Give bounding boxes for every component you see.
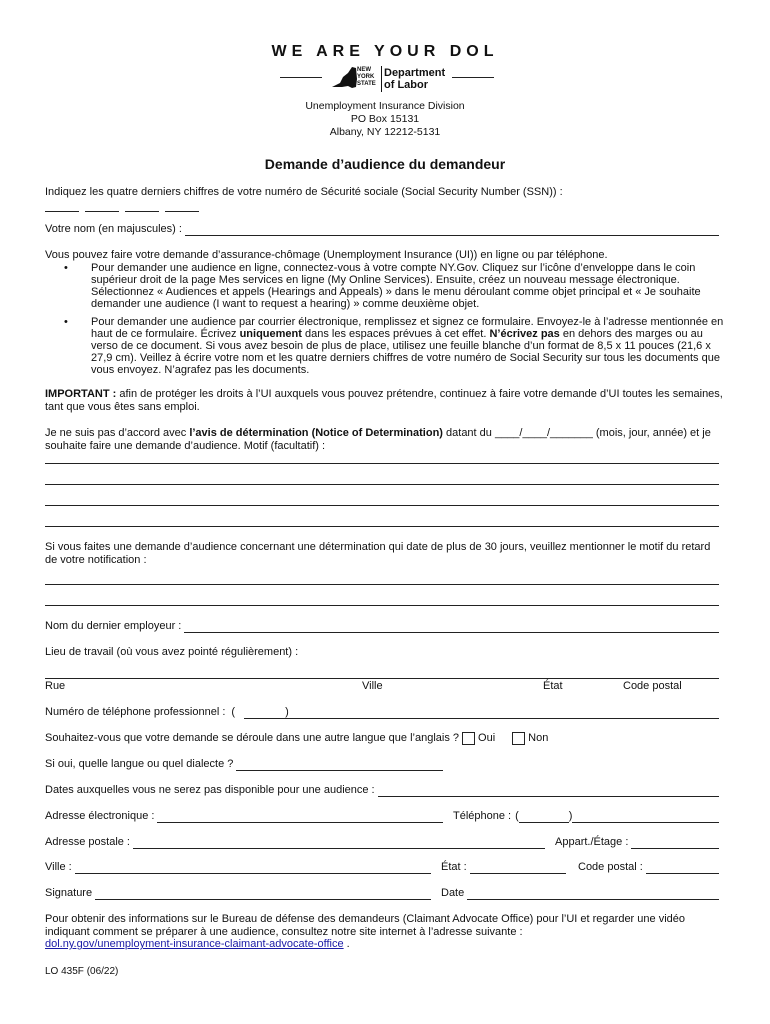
name-row <box>45 223 719 236</box>
reason-line[interactable] <box>45 526 719 527</box>
employer-row <box>45 620 719 633</box>
signature-label: Signature <box>45 887 93 899</box>
ssn-digit-field[interactable] <box>45 211 79 212</box>
date-row <box>441 887 719 900</box>
dialect-field[interactable] <box>236 759 443 771</box>
phone-paren-close: ) <box>568 810 573 822</box>
unavailable-field[interactable] <box>378 785 719 797</box>
employer-label: Nom du dernier employeur : <box>45 620 182 632</box>
col-state: État <box>543 680 563 692</box>
area-code-open: ( <box>231 706 236 718</box>
signature-row <box>45 887 431 900</box>
work-phone-label: Numéro de téléphone professionnel : <box>45 706 226 718</box>
dialect-row <box>45 758 443 771</box>
no-checkbox[interactable] <box>512 732 525 745</box>
late-request-text: Si vous faites une demande d’audience concernant une détermination qui date de plus de 30 jours, veuillez mentionner le motif du retard de votre notification : <box>45 541 711 566</box>
col-city: Ville <box>362 680 383 692</box>
col-zip: Code postal <box>623 680 682 692</box>
no-label: Non <box>528 732 549 744</box>
city-label: Ville : <box>45 861 72 873</box>
division-address <box>0 100 770 139</box>
postal-row <box>45 836 545 849</box>
footer-period: . <box>343 938 350 950</box>
phone-paren-open: ( <box>515 810 519 822</box>
logo-rule-right <box>452 77 494 78</box>
logo-dept-line2: of Labor <box>384 79 428 91</box>
email-label: Adresse électronique : <box>45 810 155 822</box>
mail-text: dans les espaces prévues à cet effet. <box>301 328 490 340</box>
disagree-text: datant du ____/____/_______ (mois, jour, année) et je souhaite faire une demande d’audience. Motif (facultatif) : <box>45 427 711 452</box>
postal-field[interactable] <box>133 837 545 849</box>
logo-rule-left <box>280 77 322 78</box>
disagree-statement <box>45 427 725 452</box>
dol-logo <box>280 65 495 95</box>
address-line: Unemployment Insurance Division <box>305 100 465 112</box>
date-field[interactable] <box>467 888 719 900</box>
state-field[interactable] <box>470 862 566 874</box>
address-line: PO Box 15131 <box>350 113 420 125</box>
reason-line[interactable] <box>45 463 719 464</box>
name-field[interactable] <box>185 224 719 236</box>
footer-info <box>45 913 725 951</box>
reason-line[interactable] <box>45 484 719 485</box>
notice-emphasis: l’avis de détermination (Notice of Determination) <box>189 427 443 439</box>
logo-dept-line1: Department <box>384 67 446 79</box>
phone-label: Téléphone : <box>453 810 512 822</box>
zip-label: Code postal : <box>578 861 643 873</box>
mail-text: en dehors des marges ou au verso de ce document. Si vous avez besoin de plus de place, utilisez une feuille blanche d’un format de 8,5 x 11 pouces (21,6 x 27,9 cm). Veillez à écrire votre nom et les quatre derniers chiffres de votre numéro de Social Security sur tous les documents que vous envoyez. N’agrafez pas les documents. <box>91 328 720 376</box>
apt-label: Appart./Étage : <box>555 836 629 848</box>
work-phone-field[interactable] <box>289 707 719 719</box>
workplace-label: Lieu de travail (où vous avez pointé régulièrement) : <box>45 646 299 658</box>
city-field[interactable] <box>75 862 431 874</box>
language-row <box>45 732 548 745</box>
col-street: Rue <box>45 680 66 692</box>
form-title: Demande d’audience du demandeur <box>264 156 506 172</box>
postal-label: Adresse postale : <box>45 836 130 848</box>
state-label: État : <box>441 861 467 873</box>
email-field[interactable] <box>157 811 443 823</box>
address-line: Albany, NY 12212-5131 <box>329 126 441 138</box>
work-phone-row <box>45 706 719 719</box>
ssn-digit-field[interactable] <box>125 211 159 212</box>
city-row <box>45 861 431 874</box>
important-note <box>45 388 725 413</box>
bullet-icon: • <box>64 316 68 328</box>
work-phone-underline <box>244 718 306 719</box>
email-row <box>45 810 443 823</box>
bullet-icon: • <box>64 262 68 274</box>
phone-row <box>453 810 719 823</box>
reason-line[interactable] <box>45 505 719 506</box>
mail-text: Pour demander une audience par courrier électronique, remplissez et signez ce formulaire. Envoyez-le à l’adresse mentionnée en haut de ce formulaire. Écrivez <box>91 316 724 340</box>
signature-field[interactable] <box>95 888 431 900</box>
online-instructions: Pour demander une audience en ligne, connectez-vous à votre compte NY.Gov. Cliquez sur l’icône d’enveloppe dans le coin supérieur droit de la page Mes services en ligne (My Online Services). Ensuite, créez un nouveau message électronique. Sélectionnez « Audiences et appels (Hearings and Appeals) » dans le menu déroulant comme objet principal et « Je souhaite demander une audience (I want to request a hearing) » comme deuxième objet. <box>91 262 701 310</box>
employer-field[interactable] <box>184 621 719 633</box>
zip-field[interactable] <box>646 862 719 874</box>
state-row <box>441 861 566 874</box>
unavailable-row <box>45 784 719 797</box>
claimant-advocate-link[interactable]: dol.ny.gov/unemployment-insurance-claimant-advocate-office <box>45 938 344 950</box>
mail-instructions <box>91 316 727 376</box>
important-label: IMPORTANT : <box>45 388 117 400</box>
yes-checkbox[interactable] <box>462 732 475 745</box>
late-reason-line[interactable] <box>45 584 719 585</box>
disagree-text: Je ne suis pas d’accord avec <box>45 427 190 439</box>
logo-state-text: NEW YORK STATE <box>357 67 376 87</box>
logo-divider <box>381 66 382 92</box>
zip-row <box>578 861 719 874</box>
date-label: Date <box>441 887 465 899</box>
ssn-label: Indiquez les quatre derniers chiffres de votre numéro de Sécurité sociale (Social Security Number (SSN)) : <box>45 186 563 198</box>
yes-label: Oui <box>478 732 496 744</box>
form-code: LO 435F (06/22) <box>45 966 119 977</box>
footer-text: Pour obtenir des informations sur le Bureau de défense des demandeurs (Claimant Advocate Office) pour l’UI et regarder une vidéo indiquant comment se préparer à une audience, consultez notre site internet à l’adresse suivante : <box>45 913 685 938</box>
intro-text: Vous pouvez faire votre demande d’assurance-chômage (Unemployment Insurance (UI)) en ligne ou par téléphone. <box>45 249 608 261</box>
mail-emphasis: N’écrivez pas <box>489 328 560 340</box>
unavailable-label: Dates auxquelles vous ne serez pas disponible pour une audience : <box>45 784 375 796</box>
apt-field[interactable] <box>631 837 719 849</box>
mail-emphasis: uniquement <box>239 328 302 340</box>
phone-field[interactable] <box>572 811 719 823</box>
name-label: Votre nom (en majuscules) : <box>45 223 182 235</box>
ny-state-map-icon <box>330 65 360 93</box>
area-code-close: ) <box>285 706 289 718</box>
language-question: Souhaitez-vous que votre demande se déroule dans une autre langue que l’anglais ? <box>45 732 460 744</box>
tagline: WE ARE YOUR DOL <box>271 43 499 60</box>
phone-area-field[interactable] <box>519 811 569 823</box>
late-reason-line[interactable] <box>45 605 719 606</box>
dialect-label: Si oui, quelle langue ou quel dialecte ? <box>45 758 234 770</box>
apt-row <box>555 836 719 849</box>
ssn-digit-field[interactable] <box>85 211 119 212</box>
ssn-digit-field[interactable] <box>165 211 199 212</box>
important-text: afin de protéger les droits à l’UI auxquels vous pouvez prétendre, continuez à faire votre demande d’UI toutes les semaines, tant que vous êtes sans emploi. <box>45 388 723 413</box>
workplace-field[interactable] <box>45 678 719 679</box>
